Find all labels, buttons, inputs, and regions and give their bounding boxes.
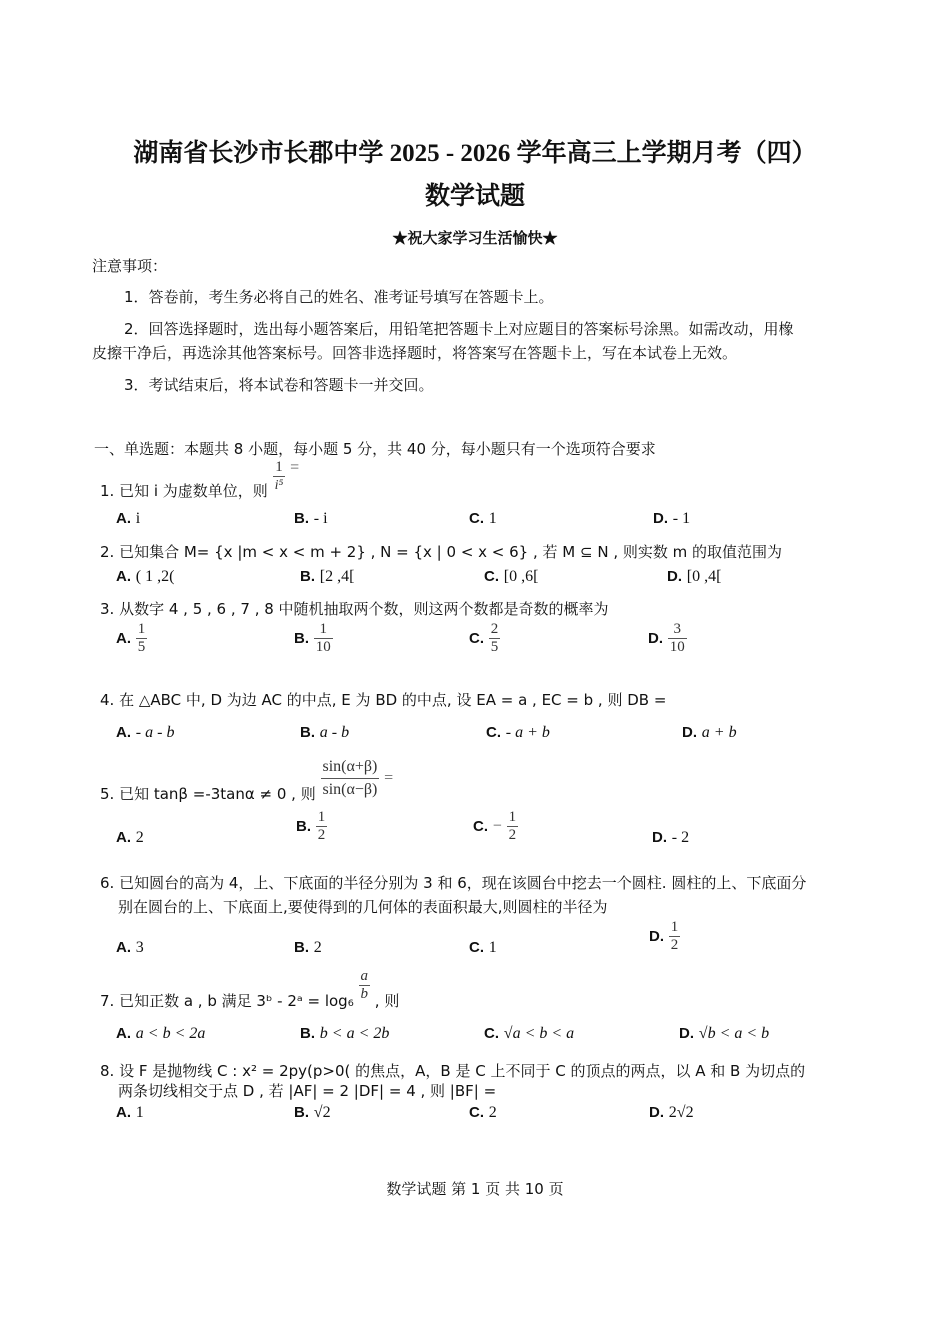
q1-option-a[interactable]: A. i bbox=[116, 510, 141, 527]
question-7-fraction: $\frac{a}{b}$ bbox=[360, 968, 369, 1002]
q2-option-d[interactable]: D. [0 ,4[ bbox=[667, 568, 722, 585]
q2-option-b[interactable]: B. [2 ,4[ bbox=[300, 568, 355, 585]
q4-option-d[interactable]: D. a + b bbox=[682, 724, 737, 741]
q6-option-c[interactable]: C. 1 bbox=[469, 939, 497, 956]
section-heading: 一、单选题：本题共 8 小题，每小题 5 分，共 40 分，每小题只有一个选项符合要求 bbox=[94, 440, 656, 458]
q2-option-c[interactable]: C. [0 ,6[ bbox=[484, 568, 539, 585]
page-footer: 数学试题 第 1 页 共 10 页 bbox=[386, 1180, 564, 1198]
q2-option-a[interactable]: A. ( 1 ,2( bbox=[116, 568, 175, 585]
q4-option-c[interactable]: C. - a + b bbox=[486, 724, 550, 741]
q6-option-d[interactable]: D. $\frac{1}{2}$ bbox=[649, 919, 679, 953]
question-8-line2: 两条切线相交于点 D , 若 |AF| = 2 |DF| = 4 , 则 |BF| = bbox=[118, 1082, 497, 1100]
question-3: 3. 从数字 4 , 5 , 6 , 7 , 8 中随机抽取两个数，则这两个数都是奇数的概率为 bbox=[100, 600, 609, 618]
q6-option-a[interactable]: A. 3 bbox=[116, 939, 144, 956]
q3-option-d[interactable]: D. $\frac{3}{10}$ bbox=[648, 621, 685, 655]
question-1-text: 1. 已知 i 为虚数单位，则 bbox=[100, 482, 268, 500]
notes-heading: 注意事项： bbox=[92, 257, 168, 275]
exam-subtitle: 数学试题 bbox=[424, 183, 525, 210]
q5-option-a[interactable]: A. 2 bbox=[116, 829, 144, 846]
q5-option-b[interactable]: B. $\frac{1}{2}$ bbox=[296, 809, 326, 843]
q1-option-b[interactable]: B. - i bbox=[294, 510, 328, 527]
q7-option-d[interactable]: D. √b < a < b bbox=[679, 1025, 770, 1042]
notes-item-3: 3．考试结束后，将本试卷和答题卡一并交回。 bbox=[124, 376, 434, 394]
q8-option-a[interactable]: A. 1 bbox=[116, 1104, 144, 1121]
q7-option-a[interactable]: A. a < b < 2a bbox=[116, 1025, 206, 1042]
q4-option-a[interactable]: A. - a - b bbox=[116, 724, 175, 741]
exam-title: 湖南省长沙市长郡中学 2025 - 2026 学年高三上学期月考（四） bbox=[133, 140, 817, 167]
question-6-line1: 6. 已知圆台的高为 4，上、下底面的半径分别为 3 和 6，现在该圆台中挖去一个圆柱. 圆柱的上、下底面分 bbox=[100, 874, 807, 892]
q1-option-d[interactable]: D. - 1 bbox=[653, 510, 691, 527]
question-7: 7. 已知正数 a , b 满足 3ᵇ - 2ᵃ = log₆ $\frac{a}{b}$ , 则 bbox=[100, 968, 400, 1010]
notes-item-2-line1: 2．回答选择题时，选出每小题答案后，用铅笔把答题卡上对应题目的答案标号涂黑。如需改动，用橡 bbox=[124, 320, 794, 338]
motto: ★祝大家学习生活愉快★ bbox=[392, 231, 558, 247]
q1-option-c[interactable]: C. 1 bbox=[469, 510, 497, 527]
notes-item-1: 1．答卷前，考生务必将自己的姓名、准考证号填写在答题卡上。 bbox=[124, 288, 554, 306]
q8-option-b[interactable]: B. √2 bbox=[294, 1104, 331, 1121]
q7-option-b[interactable]: B. b < a < 2b bbox=[300, 1025, 390, 1042]
q5-option-c[interactable]: C. − $\frac{1}{2}$ bbox=[473, 809, 517, 843]
q4-option-b[interactable]: B. a - b bbox=[300, 724, 350, 741]
q5-option-d[interactable]: D. - 2 bbox=[652, 829, 690, 846]
q3-option-a[interactable]: A. $\frac{1}{5}$ bbox=[116, 621, 146, 655]
question-5-fraction: $\frac{\sin(\alpha+\beta)}{\sin(\alpha-\beta)}$ bbox=[322, 758, 378, 798]
question-6-line2: 别在圆台的上、下底面上,要使得到的几何体的表面积最大,则圆柱的半径为 bbox=[118, 898, 608, 916]
question-4: 4. 在 △ABC 中, D 为边 AC 的中点, E 为 BD 的中点, 设 EA = a , EC = b , 则 DB = bbox=[100, 691, 667, 709]
q6-option-b[interactable]: B. 2 bbox=[294, 939, 322, 956]
question-5: 5. 已知 tanβ =-3tanα ≠ 0 , 则 $\frac{\sin(\alpha+\beta)}{\sin(\alpha-\beta)}$ = bbox=[100, 758, 394, 803]
question-2: 2. 已知集合 M= {x |m < x < m + 2} , N = {x | 0 < x < 6} , 若 M ⊆ N , 则实数 m 的取值范围为 bbox=[100, 543, 783, 561]
question-5-text: 5. 已知 tanβ =-3tanα ≠ 0 , 则 bbox=[100, 785, 316, 803]
q7-option-c[interactable]: C. √a < b < a bbox=[484, 1025, 575, 1042]
question-1-fraction: $\frac{1}{\text{i⁵}}$ bbox=[274, 459, 284, 493]
q3-option-c[interactable]: C. $\frac{2}{5}$ bbox=[469, 621, 499, 655]
q8-option-d[interactable]: D. 2√2 bbox=[649, 1104, 694, 1121]
question-1: 1. 已知 i 为虚数单位，则 $\frac{1}{\text{i⁵}}$ = bbox=[100, 459, 300, 500]
q3-option-b[interactable]: B. $\frac{1}{10}$ bbox=[294, 621, 331, 655]
q8-option-c[interactable]: C. 2 bbox=[469, 1104, 497, 1121]
question-7-text: 7. 已知正数 a , b 满足 3ᵇ - 2ᵃ = log₆ bbox=[100, 992, 354, 1010]
notes-item-2-line2: 皮擦干净后，再选涂其他答案标号。回答非选择题时，将答案写在答题卡上，写在本试卷上无效。 bbox=[92, 344, 738, 362]
question-8-line1: 8. 设 F 是抛物线 C : x² = 2py(p>0( 的焦点，A，B 是 C 上不同于 C 的顶点的两点，以 A 和 B 为切点的 bbox=[100, 1062, 806, 1080]
